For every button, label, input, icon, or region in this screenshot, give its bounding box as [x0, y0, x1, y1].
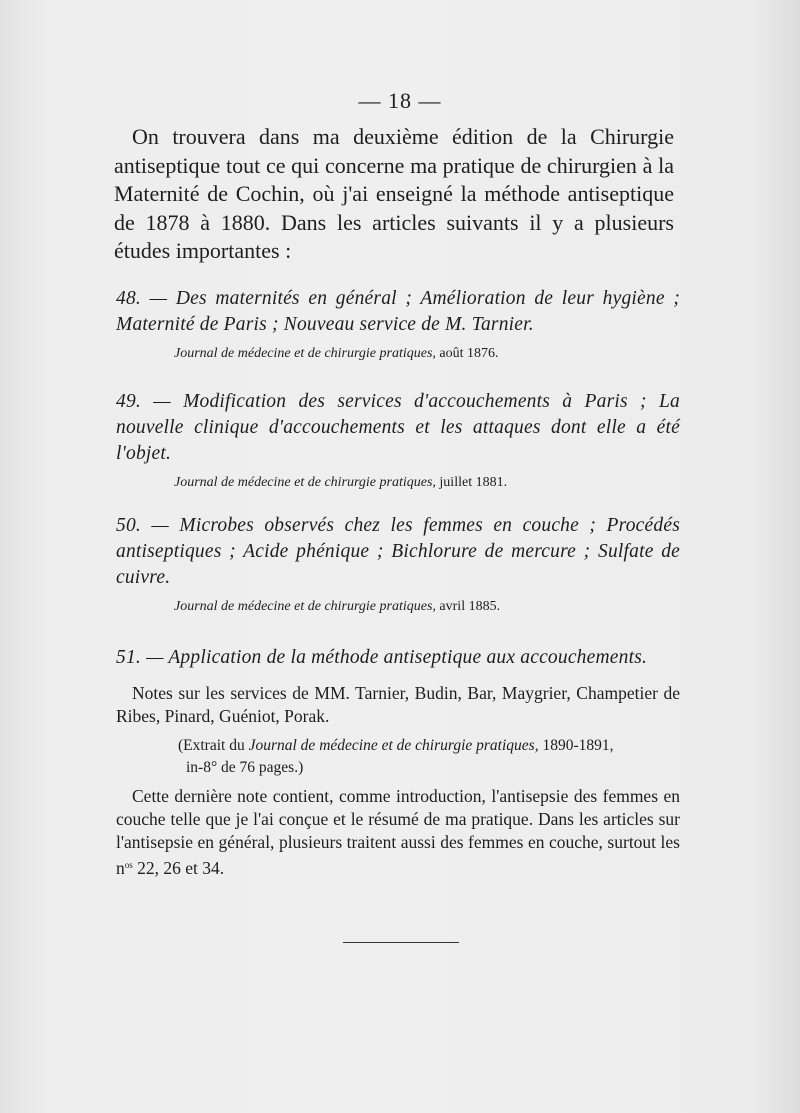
- entry-number: 50.: [116, 515, 141, 536]
- citation-date: juillet 1881.: [439, 475, 508, 490]
- citation-journal: Journal de médecine et de chirurgie pratiques,: [174, 346, 436, 361]
- intro-paragraph: On trouvera dans ma deuxième édition de la Chirurgie antiseptique tout ce qui concerne ma pratique de chirurgien à la Maternité de Cochin, où j'ai enseigné la méthode antiseptique de 1878 à 1880. Dans les articles suivants il y a plusieurs études importantes :: [114, 124, 674, 263]
- entry-51: [116, 645, 680, 671]
- entry-title: [116, 645, 680, 671]
- extract-journal: Journal de médecine et de chirurgie pratiques,: [248, 737, 539, 754]
- entry-title-text: — Modification des services d'accouchements à Paris ; La nouvelle clinique d'accouchements et les attaques dont elle a été l'objet.: [116, 391, 681, 464]
- entry-number: 51.: [116, 647, 141, 668]
- entry-title-text: — Des maternités en général ; Amélioration de leur hygiène ; Maternité de Paris ; Nouveau service de M. Tarnier.: [116, 288, 681, 335]
- closing-paragraph: [116, 785, 680, 880]
- extract-format: in-8° de 76 pages.): [186, 759, 304, 776]
- citation-date: août 1876.: [439, 346, 499, 361]
- entry-number: 49.: [116, 391, 141, 412]
- closing-superscript: os: [124, 860, 133, 870]
- entry-49: [116, 389, 680, 493]
- extract-prefix: (Extrait du: [178, 737, 245, 754]
- entry-title: [116, 286, 680, 338]
- entry-citation: [116, 597, 680, 617]
- end-rule: [343, 942, 459, 943]
- entry-title: [116, 513, 680, 591]
- entry-citation: [116, 473, 680, 493]
- entry-48: [116, 286, 680, 364]
- entry-citation: [116, 344, 680, 364]
- citation-journal: Journal de médecine et de chirurgie pratiques,: [174, 475, 436, 490]
- extract-note: [178, 735, 678, 779]
- entry-50: [116, 513, 680, 617]
- citation-date: avril 1885.: [439, 599, 501, 614]
- closing-text-end: 22, 26 et 34.: [132, 858, 225, 878]
- entry-title-text: — Microbes observés chez les femmes en couche ; Procédés antiseptiques ; Acide phénique ; Bichlorure de mercure ; Sulfate de cuivre.: [116, 515, 680, 588]
- entry-title-text: — Application de la méthode antiseptique aux accouchements.: [146, 647, 648, 668]
- entry-number: 48.: [116, 288, 141, 309]
- closing-text: Cette dernière note contient, comme introduction, l'antisepsie des femmes en couche telle que je l'ai conçue et le résumé de ma pratique. Dans les articles sur l'antisepsie en général, plusieurs traitent aussi des femmes en couche, surtout les n: [116, 786, 680, 878]
- entry-title: [116, 389, 680, 467]
- extract-years: 1890-1891,: [542, 737, 614, 754]
- page-number: — 18 —: [358, 88, 442, 113]
- citation-journal: Journal de médecine et de chirurgie pratiques,: [174, 599, 436, 614]
- notes-paragraph: Notes sur les services de MM. Tarnier, Budin, Bar, Maygrier, Champetier de Ribes, Pinard, Guéniot, Porak.: [116, 683, 680, 726]
